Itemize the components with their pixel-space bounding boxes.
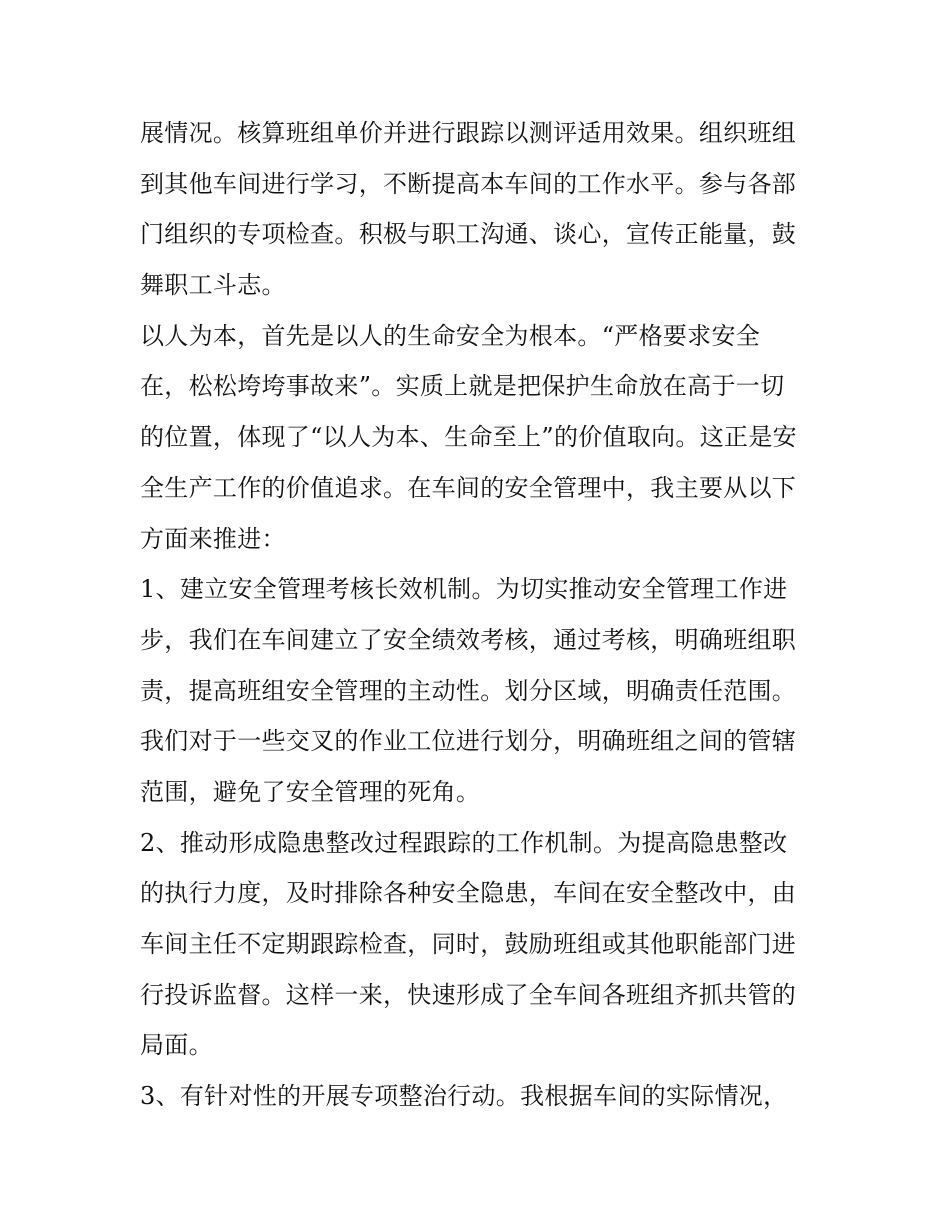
text-line: 步，我们在车间建立了安全绩效考核，通过考核，明确班组职 [140,625,797,654]
text-line: 我们对于一些交叉的作业工位进行划分，明确班组之间的管辖 [140,727,797,756]
text-line: 责，提高班组安全管理的主动性。划分区域，明确责任范围。 [140,676,797,705]
document-body [140,108,812,1122]
text-line: 1、建立安全管理考核长效机制。为切实推动安全管理工作进 [140,575,788,604]
text-line: 全生产工作的价值追求。在车间的安全管理中，我主要从以下 [140,473,797,502]
text-line: 方面来推进： [140,524,286,553]
text-line: 以人为本，首先是以人的生命安全为根本。“严格要求安全 [140,321,761,350]
text-line: 范围，避免了安全管理的死角。 [140,777,481,806]
text-line: 舞职工斗志。 [140,271,286,300]
text-line: 行投诉监督。这样一来，快速形成了全车间各班组齐抓共管的 [140,980,797,1009]
text-line: 3、有针对性的开展专项整治行动。我根据车间的实际情况， [140,1082,788,1111]
text-line: 局面。 [140,1031,213,1060]
text-line: 2、推动形成隐患整改过程跟踪的工作机制。为提高隐患整改 [140,828,788,857]
text-line: 到其他车间进行学习，不断提高本车间的工作水平。参与各部 [140,169,797,198]
text-line: 的执行力度，及时排除各种安全隐患，车间在安全整改中，由 [140,879,797,908]
text-line: 在，松松垮垮事故来”。实质上就是把保护生命放在高于一切 [140,372,785,401]
text-line: 车间主任不定期跟踪检查，同时，鼓励班组或其他职能部门进 [140,930,797,958]
text-line: 展情况。核算班组单价并进行跟踪以测评适用效果。组织班组 [140,119,797,147]
text-line: 的位置，体现了“以人为本、生命至上”的价值取向。这正是安 [140,423,797,452]
text-line: 门组织的专项检查。积极与职工沟通、谈心，宣传正能量，鼓 [140,220,797,249]
